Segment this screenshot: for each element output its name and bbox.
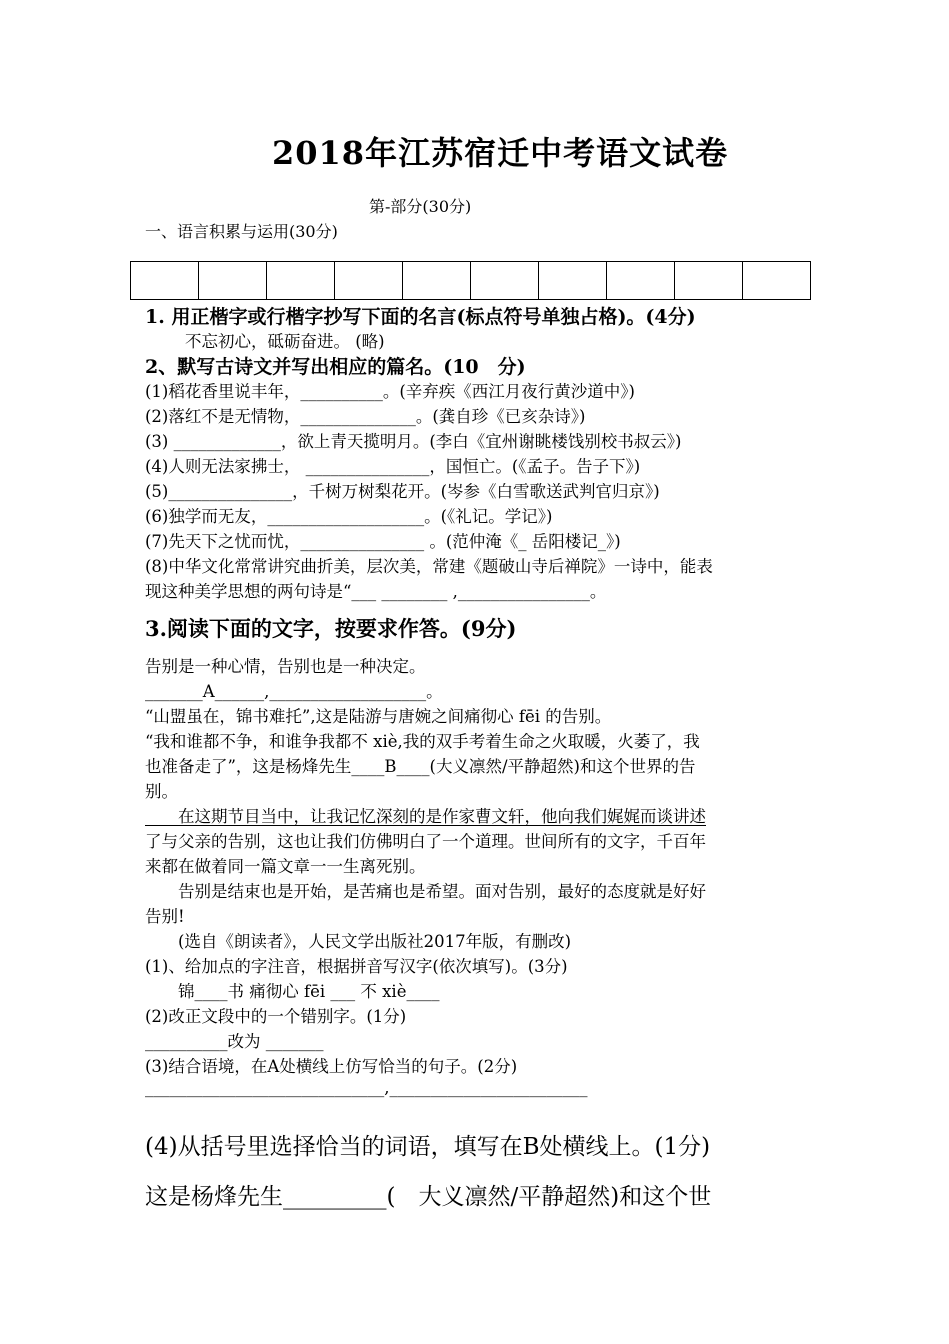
grid-cell[interactable] <box>743 262 811 300</box>
q2-item: 现这种美学思想的两句诗是“___ ________ ,________________。 <box>145 582 607 601</box>
q1-motto: 不忘初心，砥砺奋进。 (略) <box>185 332 385 351</box>
passage-line: 也准备走了”，这是杨烽先生____B____(大义凛然/平静超然)和这个世界的告 <box>145 757 696 776</box>
q2-item: (8)中华文化常常讲究曲折美，层次美，常建《题破山寺后禅院》一诗中，能表 <box>145 557 713 576</box>
q2-item: (6)独学而无友，___________________。(《礼记。学记》) <box>145 507 553 526</box>
exam-title: 2018年江苏宿迁中考语文试卷 <box>272 134 729 172</box>
q3-4-line: 这是杨烽先生_________( 大义凛然/平静超然)和这个世 <box>145 1184 712 1210</box>
passage-line: “山盟虽在，锦书难托”,这是陆游与唐婉之间痛彻心 fēi 的告别。 <box>145 707 612 726</box>
q2-item: (5)_______________，千树万树梨花开。(岑参《白雪歌送武判官归京》) <box>145 482 660 501</box>
passage-line: “我和谁都不争，和谁争我都不 xiè,我的双手考着生命之火取暖，火萎了，我 <box>145 732 700 751</box>
grid-cell[interactable] <box>471 262 539 300</box>
q2-item: (7)先天下之忧而忧，_______________ 。(范仲淹《_ 岳阳楼记_》) <box>145 532 621 551</box>
sub-question: (3)结合语境，在A处横线上仿写恰当的句子。(2分) <box>145 1057 518 1076</box>
passage-line: 告别是结束也是开始，是苦痛也是希望。面对告别，最好的态度就是好好 <box>145 882 706 901</box>
sub-question: (1)、给加点的字注音，根据拼音写汉字(依次填写)。(3分) <box>145 957 568 976</box>
grid-cell[interactable] <box>675 262 743 300</box>
passage-line: 了与父亲的告别，这也让我们仿佛明白了一个道理。世间所有的文字，千百年 <box>145 832 706 851</box>
grid-cell[interactable] <box>335 262 403 300</box>
passage-line: 告别是一种心情，告别也是一种决定。 <box>145 657 426 676</box>
q2-item: (3) _____________，欲上青天揽明月。(李白《宜州谢眺楼饯别校书叔云》) <box>145 432 682 451</box>
q3-4-prompt: (4)从括号里选择恰当的词语，填写在B处横线上。(1分) <box>145 1134 711 1160</box>
q2-item: (1)稻花香里说丰年，__________。(辛弃疾《西江月夜行黄沙道中》) <box>145 382 635 401</box>
passage-line: 别。 <box>145 782 178 801</box>
q2-prompt: 2、默写古诗文并写出相应的篇名。(10 分) <box>145 356 526 378</box>
grid-cell[interactable] <box>403 262 471 300</box>
grid-cell[interactable] <box>199 262 267 300</box>
grid-cell[interactable] <box>607 262 675 300</box>
q2-item: (4)人则无法家拂士， _______________，国恒亡。(《孟子。告子下》) <box>145 457 641 476</box>
source-note: (选自《朗读者》，人民文学出版社2017年版，有删改) <box>145 932 572 951</box>
q3-prompt: 3.阅读下面的文字，按要求作答。(9分) <box>145 616 517 641</box>
q1-prompt: 1. 用正楷字或行楷字抄写下面的名言(标点符号单独占格)。(4分) <box>145 306 696 328</box>
passage-line-underlined: 在这期节目当中，让我记忆深刻的是作家曹文轩，他向我们娓娓而谈讲述 <box>145 807 706 826</box>
sub-question: (2)改正文段中的一个错别字。(1分) <box>145 1007 407 1026</box>
q2-item: (2)落红不是无情物，______________。(龚自珍《已亥杂诗》) <box>145 407 586 426</box>
part-header: 第-部分(30分) <box>369 197 472 216</box>
grid-cell[interactable] <box>539 262 607 300</box>
passage-line: 来都在做着同一篇文章一一生离死别。 <box>145 857 426 876</box>
section-header: 一、语言积累与运用(30分) <box>145 222 338 241</box>
writing-grid <box>130 261 811 300</box>
sub-question-blanks: __________改为 _______ <box>145 1032 324 1051</box>
sub-question-blanks: 锦____书 痛彻心 fēi ___ 不 xiè____ <box>145 982 440 1001</box>
grid-cell[interactable] <box>267 262 335 300</box>
passage-line: _______A______,___________________。 <box>145 682 443 701</box>
grid-cell[interactable] <box>131 262 199 300</box>
sub-question-blanks: _____________________________,________________________ <box>145 1078 588 1097</box>
passage-line: 告别! <box>145 907 185 926</box>
